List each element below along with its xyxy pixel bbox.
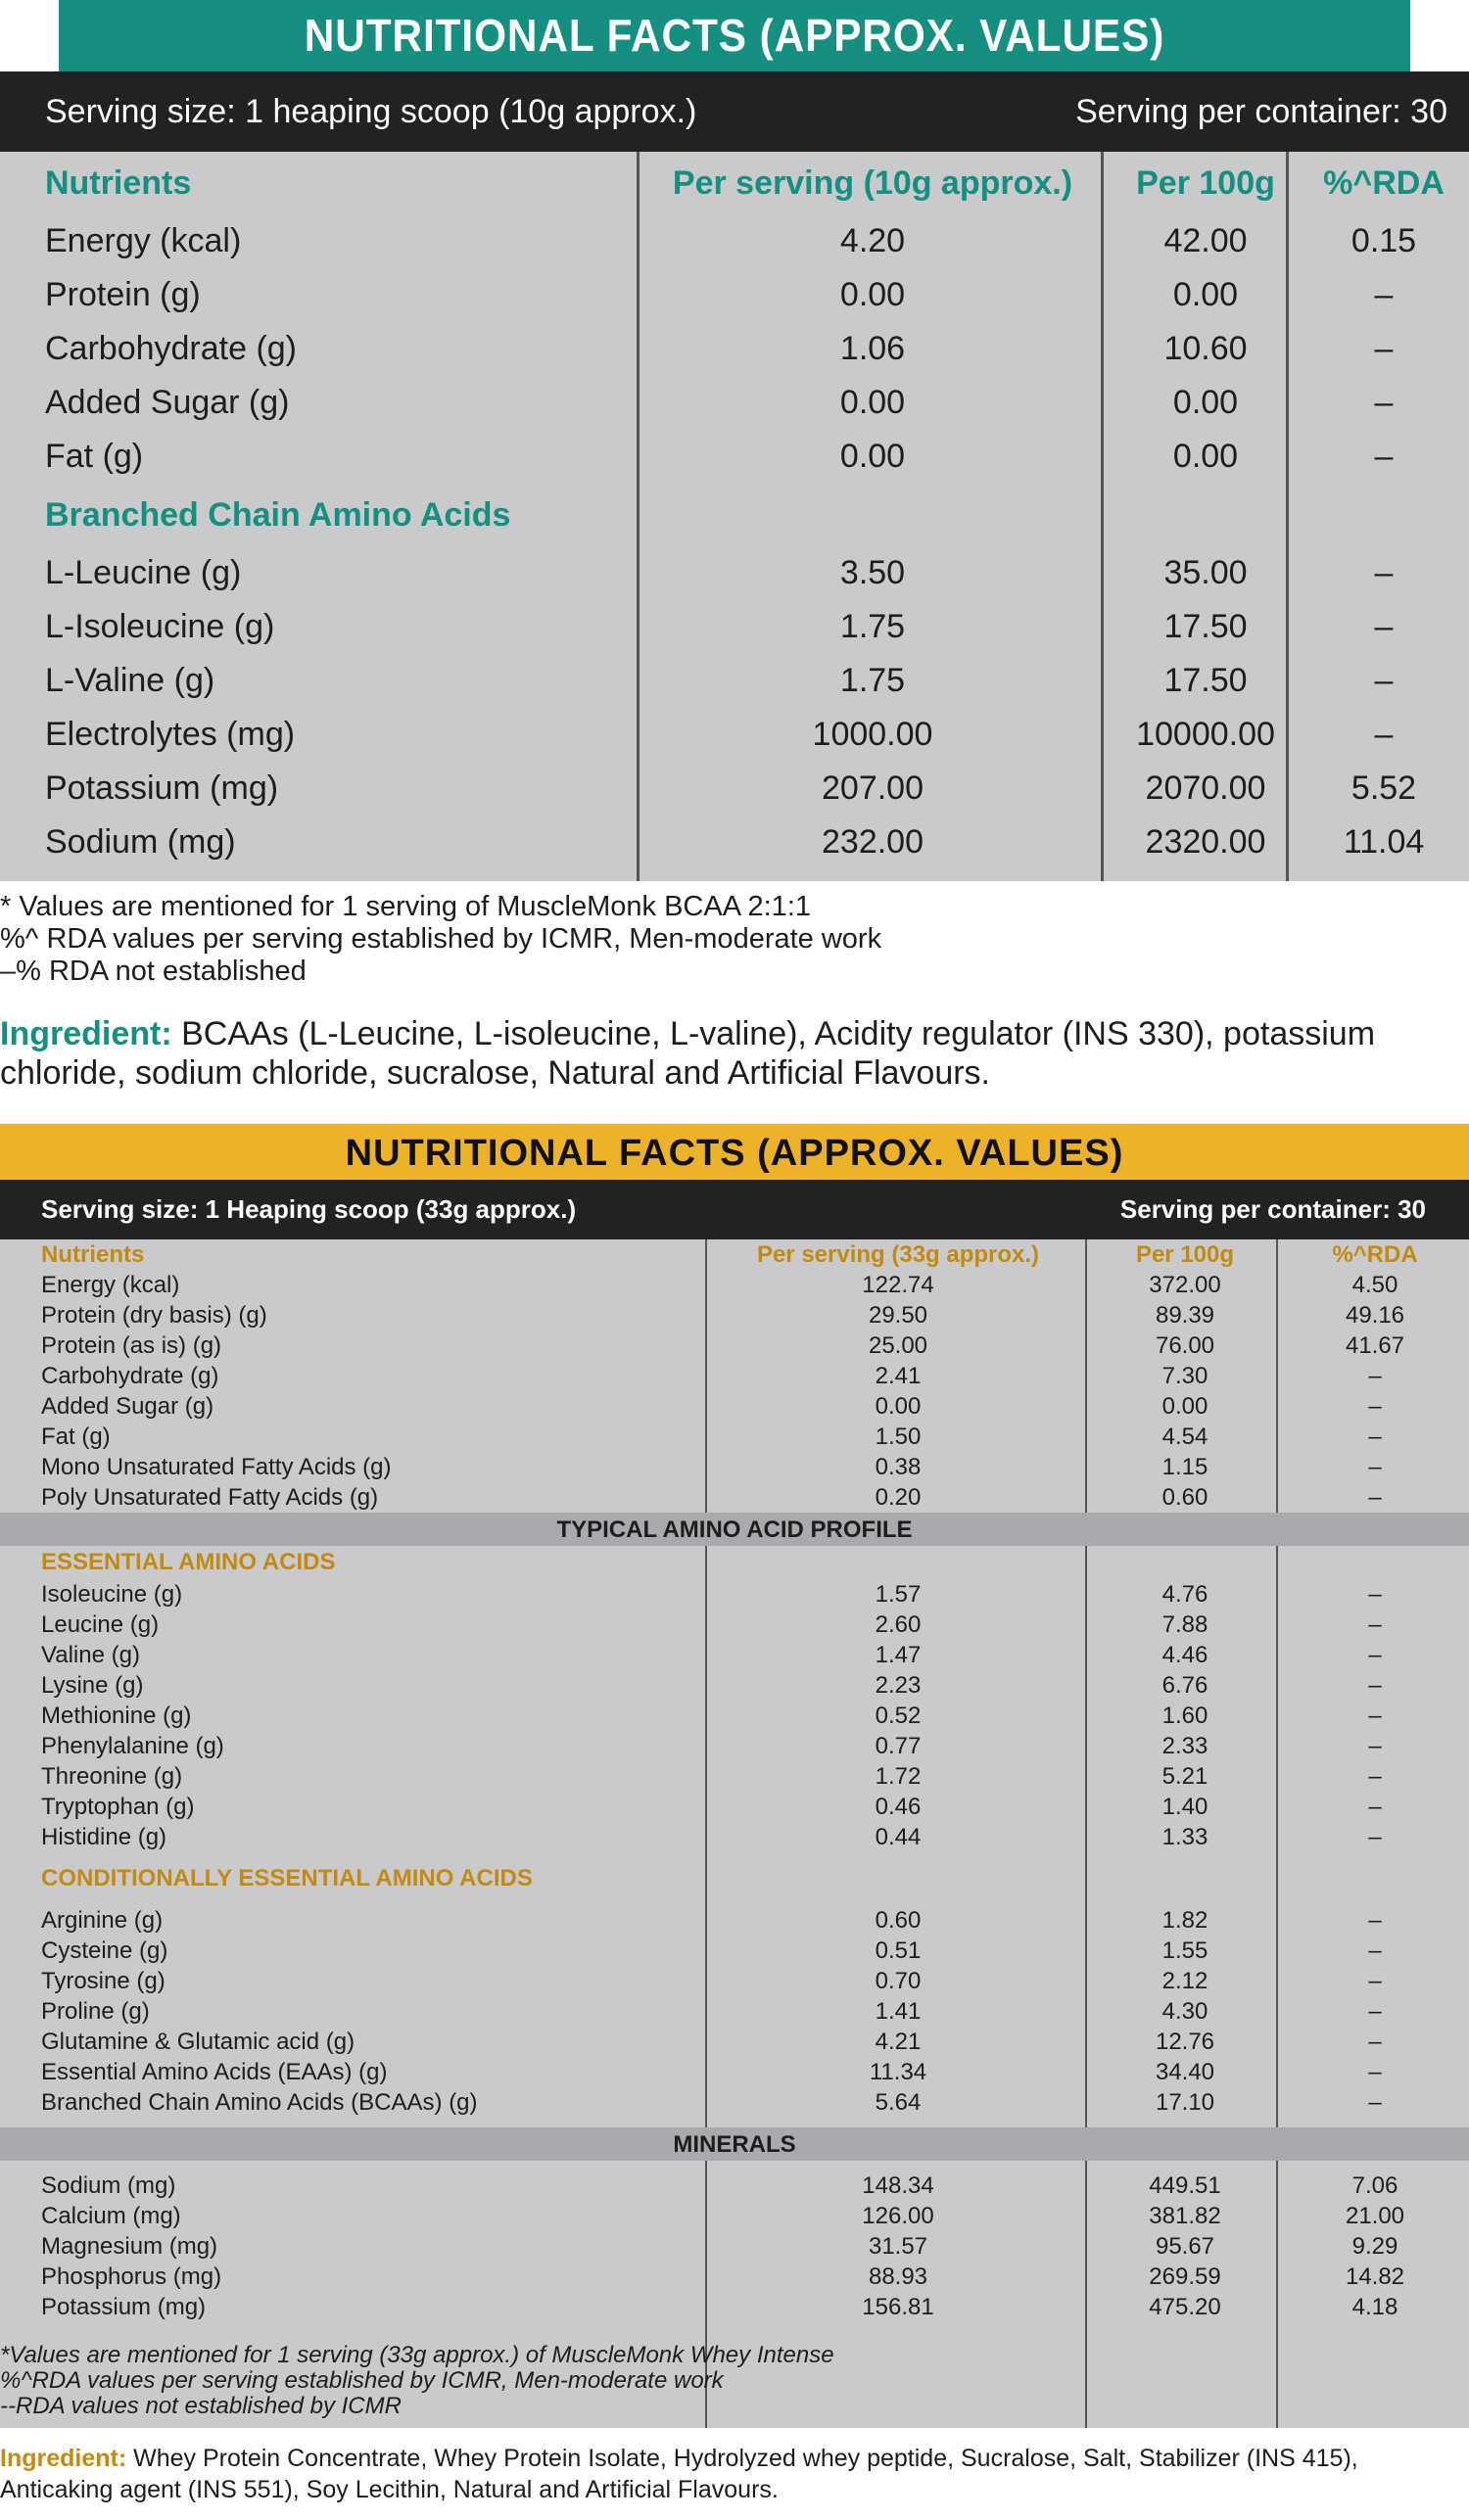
table-row bbox=[0, 1610, 1469, 1640]
per-serving-value: 156.81 bbox=[862, 2294, 934, 2320]
rda-value: 0.15 bbox=[1351, 222, 1417, 259]
table-header bbox=[0, 1239, 1469, 1270]
per-serving-value: 1.50 bbox=[875, 1423, 922, 1450]
per-100g-value: 7.30 bbox=[1161, 1363, 1208, 1389]
table-row bbox=[0, 2027, 1469, 2057]
nutrient-name: L-Leucine (g) bbox=[45, 554, 242, 591]
ingredient-label: Ingredient: bbox=[0, 1015, 172, 1052]
section-heading bbox=[0, 1862, 1469, 1895]
nutrient-name: Isoleucine (g) bbox=[41, 1581, 183, 1608]
nutrient-name: Mono Unsaturated Fatty Acids (g) bbox=[41, 1454, 392, 1480]
nutrient-name: Added Sugar (g) bbox=[41, 1393, 214, 1420]
per-serving-value: 31.57 bbox=[868, 2233, 928, 2260]
rda-value: – bbox=[1374, 330, 1394, 367]
panel2-serving-per-container: Serving per container: 30 bbox=[1119, 1194, 1426, 1224]
panel1-serving-per-container: Serving per container: 30 bbox=[1075, 93, 1447, 130]
nutrient-name: Fat (g) bbox=[45, 438, 144, 475]
per-100g-value: 0.60 bbox=[1161, 1484, 1208, 1511]
panel2-serving-size: Serving size: 1 Heaping scoop (33g approx.) bbox=[41, 1194, 577, 1224]
per-serving-value: 5.64 bbox=[875, 2089, 922, 2116]
rda-value: – bbox=[1368, 1733, 1382, 1759]
per-100g-value: 4.76 bbox=[1161, 1581, 1208, 1608]
nutrient-name: Fat (g) bbox=[41, 1423, 111, 1450]
nutrient-name: Carbohydrate (g) bbox=[45, 330, 298, 367]
per-100g-value: 4.30 bbox=[1161, 1998, 1208, 2025]
per-100g-value: 4.54 bbox=[1161, 1423, 1208, 1450]
per-100g-value: 1.60 bbox=[1161, 1703, 1208, 1729]
nutrient-name: Poly Unsaturated Fatty Acids (g) bbox=[41, 1484, 379, 1511]
per-serving-value: 0.00 bbox=[839, 384, 906, 421]
nutrient-name: Tryptophan (g) bbox=[41, 1794, 195, 1820]
rda-value: 49.16 bbox=[1345, 1302, 1405, 1329]
rda-value: – bbox=[1368, 1363, 1382, 1389]
panel1-ingredients bbox=[0, 1014, 1469, 1093]
per-serving-value: 148.34 bbox=[862, 2172, 934, 2199]
per-serving-value: 1000.00 bbox=[812, 716, 933, 753]
per-100g-value: 2320.00 bbox=[1145, 823, 1266, 861]
rda-value: – bbox=[1368, 1454, 1382, 1480]
rda-value: – bbox=[1368, 2059, 1382, 2085]
nutrient-name: Cysteine (g) bbox=[41, 1937, 168, 1964]
spacer bbox=[0, 2161, 1469, 2170]
per-100g-value: 12.76 bbox=[1155, 2029, 1215, 2055]
nutrient-name: Branched Chain Amino Acids (BCAAs) (g) bbox=[41, 2089, 478, 2116]
per-serving-value: 4.20 bbox=[839, 222, 906, 259]
per-100g-value: 2.33 bbox=[1161, 1733, 1208, 1759]
section-heading bbox=[0, 484, 1469, 546]
table-row bbox=[0, 1579, 1469, 1610]
per-100g-value: 34.40 bbox=[1155, 2059, 1215, 2085]
per-100g-value: 17.50 bbox=[1163, 608, 1248, 645]
band-row bbox=[0, 1513, 1469, 1546]
table-row bbox=[0, 1482, 1469, 1513]
spacer bbox=[0, 2118, 1469, 2127]
per-100g-value: 1.82 bbox=[1161, 1907, 1208, 1934]
per-serving-value: 232.00 bbox=[822, 823, 924, 861]
table-row bbox=[0, 2170, 1469, 2201]
section-heading bbox=[0, 1546, 1469, 1579]
panel2-ingredients bbox=[0, 2443, 1469, 2505]
table-row bbox=[0, 1996, 1469, 2027]
per-serving-value: 0.44 bbox=[875, 1824, 922, 1850]
table-row bbox=[0, 1330, 1469, 1361]
per-100g-value: 4.46 bbox=[1161, 1642, 1208, 1668]
per-100g-value: 269.59 bbox=[1149, 2263, 1221, 2290]
per-serving-value: 0.38 bbox=[875, 1454, 922, 1480]
nutrient-name: Threonine (g) bbox=[41, 1763, 183, 1790]
per-100g-value: 17.10 bbox=[1155, 2089, 1215, 2116]
per-100g-value: 17.50 bbox=[1163, 662, 1248, 699]
table-row bbox=[0, 654, 1469, 708]
panel2-title: NUTRITIONAL FACTS (APPROX. VALUES) bbox=[0, 1124, 1469, 1180]
panel1-title: NUTRITIONAL FACTS (APPROX. VALUES) bbox=[59, 0, 1410, 71]
rda-value: – bbox=[1374, 438, 1394, 475]
panel2-footnotes bbox=[0, 2343, 834, 2419]
per-100g-value: 475.20 bbox=[1149, 2294, 1221, 2320]
rda-value: 4.50 bbox=[1351, 1272, 1398, 1298]
per-serving-value: 1.06 bbox=[839, 330, 906, 367]
per-100g-value: 76.00 bbox=[1155, 1332, 1215, 1359]
rda-value: – bbox=[1368, 1581, 1382, 1608]
footnote: *Values are mentioned for 1 serving (33g approx.) of MuscleMonk Whey Intense bbox=[0, 2342, 834, 2368]
table-row bbox=[0, 1422, 1469, 1452]
nutrient-name: Proline (g) bbox=[41, 1998, 150, 2025]
per-serving-value: 126.00 bbox=[862, 2203, 934, 2229]
bcaa-nutrition-panel bbox=[0, 0, 1469, 881]
table-row bbox=[0, 600, 1469, 654]
nutrient-name: Energy (kcal) bbox=[41, 1272, 180, 1298]
rda-value: – bbox=[1368, 1642, 1382, 1668]
per-100g-value: 1.15 bbox=[1161, 1454, 1208, 1480]
nutrient-name: Potassium (mg) bbox=[45, 770, 279, 807]
table-row bbox=[0, 2231, 1469, 2262]
rda-value: – bbox=[1368, 1423, 1382, 1450]
nutrient-name: Leucine (g) bbox=[41, 1611, 160, 1638]
table-row bbox=[0, 1761, 1469, 1792]
ingredient-label: Ingredient: bbox=[0, 2445, 127, 2472]
per-serving-value: 0.00 bbox=[839, 276, 906, 313]
ingredient-text: Whey Protein Concentrate, Whey Protein Isolate, Hydrolyzed whey peptide, Sucralose, Salt, Stabilizer (INS 415), Anticaking agent (INS 551), Soy Lecithin, Natural and Artificial Flavours. bbox=[0, 2445, 1358, 2503]
nutrient-name: Electrolytes (mg) bbox=[45, 716, 296, 753]
table-row bbox=[0, 1936, 1469, 1966]
per-serving-value: 0.77 bbox=[875, 1733, 922, 1759]
rda-value: – bbox=[1374, 276, 1394, 313]
per-100g-value: 7.88 bbox=[1161, 1611, 1208, 1638]
footnote: * Values are mentioned for 1 serving of MuscleMonk BCAA 2:1:1 bbox=[0, 891, 812, 922]
per-serving-value: 1.41 bbox=[875, 1998, 922, 2025]
panel1-serving-bar bbox=[0, 71, 1469, 152]
rda-value: – bbox=[1368, 1703, 1382, 1729]
panel2-table bbox=[0, 1239, 1469, 2428]
rda-value: – bbox=[1368, 1611, 1382, 1638]
band-minerals: MINERALS bbox=[0, 2127, 1469, 2161]
header-rda: %^RDA bbox=[1332, 1241, 1418, 1268]
per-100g-value: 449.51 bbox=[1149, 2172, 1221, 2199]
per-serving-value: 0.20 bbox=[875, 1484, 922, 1511]
per-serving-value: 2.41 bbox=[875, 1363, 922, 1389]
header-per-serving: Per serving (10g approx.) bbox=[672, 163, 1073, 202]
per-serving-value: 1.72 bbox=[875, 1763, 922, 1790]
per-100g-value: 0.00 bbox=[1172, 438, 1239, 475]
band-row bbox=[0, 2127, 1469, 2161]
table-row bbox=[0, 268, 1469, 322]
table-row bbox=[0, 2087, 1469, 2118]
nutrient-name: Essential Amino Acids (EAAs) (g) bbox=[41, 2059, 388, 2085]
per-serving-value: 3.50 bbox=[839, 554, 906, 591]
table-row bbox=[0, 2201, 1469, 2231]
footnote: –% RDA not established bbox=[0, 956, 307, 987]
nutrient-name: Arginine (g) bbox=[41, 1907, 164, 1934]
per-100g-value: 0.00 bbox=[1172, 276, 1239, 313]
table-row bbox=[0, 708, 1469, 762]
nutrient-name: Histidine (g) bbox=[41, 1824, 167, 1850]
rda-value: – bbox=[1368, 1672, 1382, 1699]
section-bcaa: Branched Chain Amino Acids bbox=[45, 495, 511, 534]
nutrient-name: Protein (dry basis) (g) bbox=[41, 1302, 267, 1329]
table-row bbox=[0, 1905, 1469, 1936]
header-nutrients: Nutrients bbox=[45, 163, 192, 202]
per-100g-value: 1.55 bbox=[1161, 1937, 1208, 1964]
per-serving-value: 1.47 bbox=[875, 1642, 922, 1668]
per-100g-value: 89.39 bbox=[1155, 1302, 1215, 1329]
per-100g-value: 2.12 bbox=[1161, 1968, 1208, 1994]
nutrient-name: Methionine (g) bbox=[41, 1703, 192, 1729]
header-nutrients: Nutrients bbox=[41, 1241, 145, 1268]
per-100g-value: 2070.00 bbox=[1145, 770, 1266, 807]
table-row bbox=[0, 1391, 1469, 1422]
rda-value: – bbox=[1368, 2089, 1382, 2116]
per-serving-value: 0.46 bbox=[875, 1794, 922, 1820]
per-100g-value: 381.82 bbox=[1149, 2203, 1221, 2229]
table-row bbox=[0, 762, 1469, 816]
per-100g-value: 372.00 bbox=[1149, 1272, 1221, 1298]
table-row bbox=[0, 546, 1469, 600]
per-serving-value: 2.23 bbox=[875, 1672, 922, 1699]
nutrient-name: Calcium (mg) bbox=[41, 2203, 181, 2229]
per-100g-value: 0.00 bbox=[1161, 1393, 1208, 1420]
nutrient-name: Potassium (mg) bbox=[41, 2294, 207, 2320]
table-row bbox=[0, 2057, 1469, 2087]
per-serving-value: 1.57 bbox=[875, 1581, 922, 1608]
nutrient-name: Phenylalanine (g) bbox=[41, 1733, 224, 1759]
table-row bbox=[0, 322, 1469, 376]
nutrient-name: Phosphorus (mg) bbox=[41, 2263, 222, 2290]
rda-value: – bbox=[1368, 2029, 1382, 2055]
rda-value: – bbox=[1368, 1937, 1382, 1964]
panel1-serving-size: Serving size: 1 heaping scoop (10g approx.) bbox=[45, 93, 697, 130]
nutrient-name: Sodium (mg) bbox=[41, 2172, 176, 2199]
per-serving-value: 0.51 bbox=[875, 1937, 922, 1964]
rda-value: 4.18 bbox=[1351, 2294, 1398, 2320]
per-serving-value: 207.00 bbox=[822, 770, 924, 807]
footnote: --RDA values not established by ICMR bbox=[0, 2393, 402, 2419]
rda-value: – bbox=[1368, 1794, 1382, 1820]
per-100g-value: 0.00 bbox=[1172, 384, 1239, 421]
table-header bbox=[0, 152, 1469, 214]
panel1-footnotes bbox=[0, 891, 881, 988]
per-100g-value: 6.76 bbox=[1161, 1672, 1208, 1699]
nutrient-name: Lysine (g) bbox=[41, 1672, 144, 1699]
rda-value: – bbox=[1368, 1763, 1382, 1790]
section-essential: ESSENTIAL AMINO ACIDS bbox=[41, 1549, 336, 1575]
per-serving-value: 2.60 bbox=[875, 1611, 922, 1638]
rda-value: 5.52 bbox=[1351, 770, 1417, 807]
per-serving-value: 0.70 bbox=[875, 1968, 922, 1994]
nutrient-name: L-Isoleucine (g) bbox=[45, 608, 275, 645]
rda-value: 7.06 bbox=[1351, 2172, 1398, 2199]
header-per-serving: Per serving (33g approx.) bbox=[756, 1241, 1040, 1268]
per-100g-value: 10.60 bbox=[1163, 330, 1248, 367]
per-serving-value: 29.50 bbox=[868, 1302, 928, 1329]
table-row bbox=[0, 1822, 1469, 1852]
per-serving-value: 0.00 bbox=[839, 438, 906, 475]
rda-value: 21.00 bbox=[1345, 2203, 1405, 2229]
band-amino-profile: TYPICAL AMINO ACID PROFILE bbox=[0, 1513, 1469, 1546]
ingredient-text: BCAAs (L-Leucine, L-isoleucine, L-valine), Acidity regulator (INS 330), potassium chloride, sodium chloride, sucralose, Natural and Artificial Flavours. bbox=[0, 1015, 1376, 1092]
table-row bbox=[0, 1640, 1469, 1670]
spacer bbox=[0, 1852, 1469, 1862]
per-serving-value: 11.34 bbox=[869, 2059, 927, 2085]
rda-value: 14.82 bbox=[1345, 2263, 1405, 2290]
table-row bbox=[0, 1270, 1469, 1300]
table-row bbox=[0, 214, 1469, 268]
table-row bbox=[0, 2262, 1469, 2292]
per-serving-value: 0.00 bbox=[875, 1393, 922, 1420]
table-row bbox=[0, 816, 1469, 869]
nutrient-name: Magnesium (mg) bbox=[41, 2233, 218, 2260]
rda-value: – bbox=[1368, 1907, 1382, 1934]
table-row bbox=[0, 1792, 1469, 1822]
per-100g-value: 1.33 bbox=[1161, 1824, 1208, 1850]
header-per-100g: Per 100g bbox=[1136, 163, 1275, 202]
per-serving-value: 88.93 bbox=[868, 2263, 928, 2290]
table-row bbox=[0, 1670, 1469, 1701]
per-100g-value: 5.21 bbox=[1161, 1763, 1208, 1790]
table-row bbox=[0, 430, 1469, 484]
nutrient-name: Added Sugar (g) bbox=[45, 384, 290, 421]
nutrient-name: Glutamine & Glutamic acid (g) bbox=[41, 2029, 355, 2055]
whey-nutrition-panel bbox=[0, 1124, 1469, 2428]
per-100g-value: 42.00 bbox=[1163, 222, 1248, 259]
nutrient-name: Tyrosine (g) bbox=[41, 1968, 166, 1994]
nutrient-name: Carbohydrate (g) bbox=[41, 1363, 219, 1389]
footnote: %^RDA values per serving established by ICMR, Men-moderate work bbox=[0, 2367, 724, 2394]
per-100g-value: 95.67 bbox=[1155, 2233, 1215, 2260]
rda-value: – bbox=[1374, 716, 1394, 753]
rda-value: 9.29 bbox=[1351, 2233, 1398, 2260]
per-serving-value: 0.60 bbox=[875, 1907, 922, 1934]
nutrient-name: Energy (kcal) bbox=[45, 222, 242, 259]
rda-value: 41.67 bbox=[1345, 1332, 1405, 1359]
spacer bbox=[0, 1895, 1469, 1905]
per-100g-value: 1.40 bbox=[1161, 1794, 1208, 1820]
per-serving-value: 4.21 bbox=[875, 2029, 922, 2055]
header-rda: %^RDA bbox=[1323, 163, 1445, 202]
rda-value: – bbox=[1368, 1968, 1382, 1994]
nutrient-name: L-Valine (g) bbox=[45, 662, 215, 699]
panel2-serving-bar bbox=[0, 1180, 1469, 1239]
rda-value: – bbox=[1368, 1484, 1382, 1511]
section-conditional: CONDITIONALLY ESSENTIAL AMINO ACIDS bbox=[41, 1865, 533, 1891]
table-row bbox=[0, 2292, 1469, 2322]
nutrient-name: Valine (g) bbox=[41, 1642, 140, 1668]
table-row bbox=[0, 1731, 1469, 1761]
nutrient-name: Protein (g) bbox=[45, 276, 201, 313]
per-100g-value: 10000.00 bbox=[1136, 716, 1275, 753]
table-row bbox=[0, 1966, 1469, 1996]
rda-value: – bbox=[1374, 384, 1394, 421]
nutrient-name: Protein (as is) (g) bbox=[41, 1332, 222, 1359]
rda-value: – bbox=[1374, 608, 1394, 645]
per-serving-value: 1.75 bbox=[839, 608, 906, 645]
nutrient-name: Sodium (mg) bbox=[45, 823, 236, 861]
header-per-100g: Per 100g bbox=[1135, 1241, 1235, 1268]
rda-value: – bbox=[1368, 1998, 1382, 2025]
table-row bbox=[0, 376, 1469, 430]
rda-value: – bbox=[1368, 1824, 1382, 1850]
footnote: %^ RDA values per serving established by ICMR, Men-moderate work bbox=[0, 923, 882, 955]
rda-value: – bbox=[1374, 662, 1394, 699]
table-row bbox=[0, 1452, 1469, 1482]
per-serving-value: 0.52 bbox=[875, 1703, 922, 1729]
panel1-table bbox=[0, 152, 1469, 881]
rda-value: – bbox=[1374, 554, 1394, 591]
table-row bbox=[0, 1701, 1469, 1731]
per-serving-value: 25.00 bbox=[868, 1332, 928, 1359]
per-100g-value: 35.00 bbox=[1163, 554, 1248, 591]
per-serving-value: 122.74 bbox=[862, 1272, 934, 1298]
table-row bbox=[0, 1361, 1469, 1391]
rda-value: – bbox=[1368, 1393, 1382, 1420]
table-row bbox=[0, 1300, 1469, 1330]
rda-value: 11.04 bbox=[1343, 823, 1425, 861]
per-serving-value: 1.75 bbox=[839, 662, 906, 699]
